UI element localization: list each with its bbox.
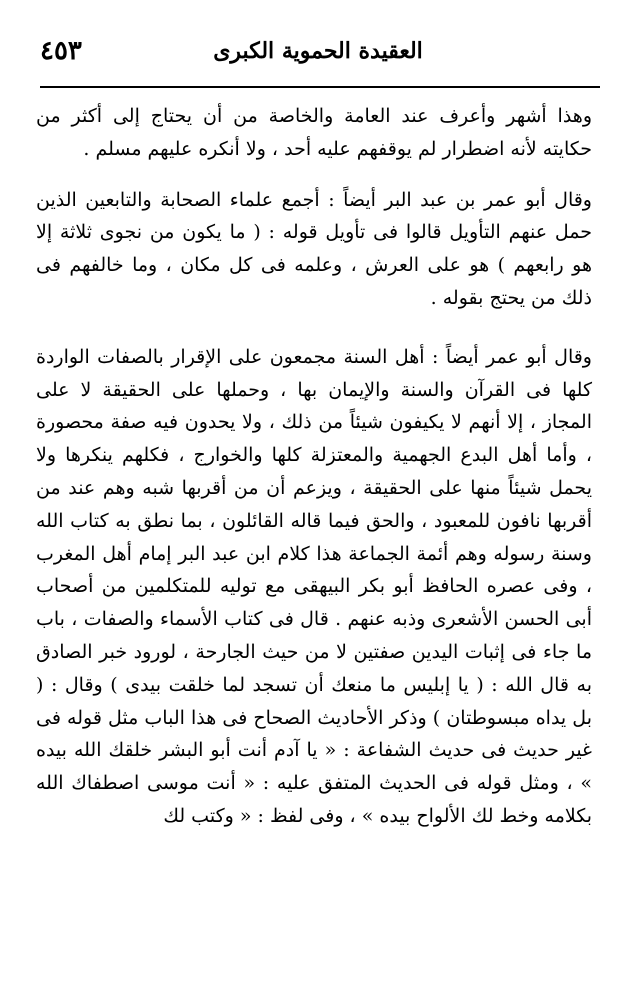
page-header <box>40 28 596 78</box>
paragraph: وقال أبو عمر بن عبد البر أيضاً : أجمع علماء الصحابة والتابعين الذين حمل عنهم التأويل قالوا فى تأويل قوله : ( ما يكون من نجوى ثلاثة إلا هو رابعهم ) هو على العرش ، وعلمه فى كل مكان ، وما خالفهم فى ذلك من يحتج بقوله . <box>36 188 592 309</box>
paragraph: وقال أبو عمر أيضاً : أهل السنة مجمعون على الإقرار بالصفات الواردة كلها فى القرآن والسنة والإيمان بها ، وحملها على الحقيقة لا على المجاز ، إلا أنهم لا يكيفون شيئاً من ذلك ، ولا يحدون فيه صفة محصورة ، وأما أهل البدع الجهمية والمعتزلة كلها والخوارج ، فكلهم ينكرها ولا يحمل شيئاً منها على الحقيقة ، ويزعم أن من أقربها شبه وهم عند من أقربها نافون للمعبود ، والحق فيما قاله القائلون ، بما نطق به كتاب الله وسنة رسوله وهم أئمة الجماعة هذا كلام ابن عبد البر إمام أهل المغرب ، وفى عصره الحافظ أبو بكر البيهقى مع توليه للمتكلمين من أصحاب أبى الحسن الأشعرى وذبه عنهم . قال فى كتاب الأسماء والصفات ، باب ما جاء فى إثبات اليدين صفتين لا من حيث الجارحة ، لورود خبر الصادق به قال الله : ( يا إبليس ما منعك أن تسجد لما خلقت بيدى ) وقال : ( بل يداه مبسوطتان ) وذكر الأحاديث الصحاح فى هذا الباب مثل قوله فى غير حديث فى حديث الشفاعة : « يا آدم أنت أبو البشر خلقك الله بيده » ، ومثل قوله فى الحديث المتفق عليه : « أنت موسى اصطفاك الله بكلامه وخط لك الألواح بيده » ، وفى لفظ : « وكتب لك <box>36 345 592 827</box>
page-number: ٤٥٣ <box>40 36 82 66</box>
running-title: العقيدة الحموية الكبرى <box>213 38 423 64</box>
body-text <box>36 100 592 833</box>
paragraph: وهذا أشهر وأعرف عند العامة والخاصة من أن يحتاج إلى أكثر من حكايته لأنه اضطرار لم يوقفهم عليه أحد ، ولا أنكره عليهم مسلم . <box>36 105 592 160</box>
header-divider <box>40 86 600 88</box>
